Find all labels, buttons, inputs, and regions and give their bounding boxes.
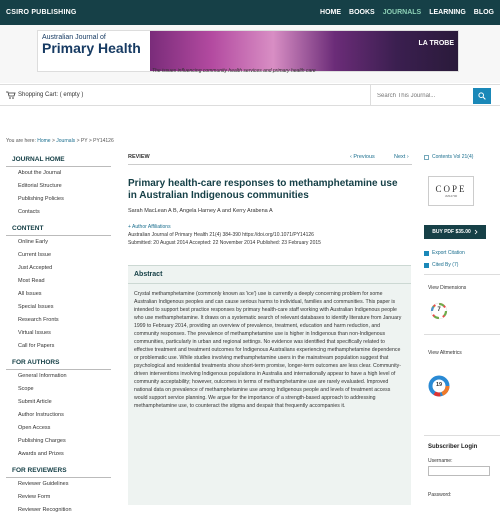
breadcrumb-home[interactable]: Home [37, 138, 51, 144]
author-affiliations-toggle[interactable]: + Author Affiliations [128, 224, 171, 230]
abstract-heading: Abstract [128, 266, 411, 284]
sidebar-item[interactable]: Reviewer Guidelines [18, 481, 69, 487]
chevron-right-icon [474, 229, 478, 235]
abstract-text: Crystal methamphetamine (commonly known as 'ice') use is currently a deeply concerning problem for some Australian Indigenous peoples and can cause serious harms to individual, families and communities. This paper is intended to support best practice responses by primary health-care staff working with Australian Indigenous people who use methamphetamine. It draws on a systematic search of relevant databases to identify literature from January 1999 to February 2014, providing an overview of prevalence, treatment, education and harm reduction, and community responses. The prevalence of methamphetamine use is higher in Indigenous than non-Indigenous communities, particularly in urban and regional settings. No evidence was identified that specifically related to effective treatment and treatment outcomes for Indigenous Australians experiencing methamphetamine dependence or problematic use. While studies involving methamphetamine users in the mainstream population suggest that psychological and residential treatments show short-term promise, longer-term outcomes are less clear. Community-driven interventions involving Indigenous populations in Australia and internationally appear to have a high level of community acceptability; however, outcomes in terms of methamphetamine use are rarely evaluated. Improved national data on prevalence of methamphetamine use among Indigenous people and levels of treatment access would support service planning. We argue for the importance of a strength-based approach to addressing methamphetamine use, to counteract the stigma and despair that frequently accompanies it. [134, 291, 402, 409]
sidebar [6, 150, 111, 517]
username-label: Username: [428, 458, 453, 464]
sidebar-item[interactable]: General Information [18, 373, 67, 379]
next-label: Next [394, 154, 406, 160]
sidebar-item[interactable]: Editorial Structure [18, 183, 62, 189]
breadcrumb [6, 138, 114, 144]
sidebar-item[interactable]: Call for Papers [18, 343, 55, 349]
nav-blog[interactable]: BLOG [473, 9, 494, 16]
banner-image[interactable] [37, 30, 459, 72]
username-input[interactable] [428, 466, 490, 476]
altmetric-donut[interactable] [428, 375, 450, 397]
sidebar-item[interactable]: Most Read [18, 278, 45, 284]
sidebar-heading-for-reviewers[interactable]: FOR REVIEWERS [6, 464, 111, 478]
buy-pdf-button[interactable] [424, 225, 486, 239]
journal-title-line2: Primary Health [42, 40, 141, 56]
altmetric-score: 19 [435, 382, 443, 388]
buy-pdf-label: BUY PDF $35.00 [432, 229, 471, 235]
top-navbar [0, 0, 500, 25]
partner-logo: LA TROBE [418, 40, 454, 47]
cope-subtext: JM12700 [444, 194, 458, 198]
article-title: Primary health-care responses to methamphetamine use in Australian Indigenous communities [128, 178, 398, 201]
sidebar-item[interactable]: Submit Article [18, 399, 52, 405]
sidebar-item[interactable]: Virtual Issues [18, 330, 51, 336]
sidebar-item[interactable]: Research Fronts [18, 317, 59, 323]
view-altmetrics-label[interactable]: View Altmetrics [428, 350, 462, 356]
breadcrumb-rest: > PY > PY14126 [75, 138, 114, 144]
view-dimensions-label[interactable]: View Dimensions [428, 285, 467, 291]
journal-tagline: The issues influencing community health services and primary health care [152, 68, 316, 74]
sidebar-item[interactable]: Current Issue [18, 252, 52, 258]
previous-link[interactable]: ‹ Previous [350, 154, 375, 160]
password-label: Password: [428, 492, 452, 498]
cart-icon [6, 91, 15, 99]
next-link[interactable]: Next › [394, 154, 409, 160]
article-citation: Australian Journal of Primary Health 21(4) 384-390 https://doi.org/10.1071/PY14126 [128, 232, 314, 238]
export-icon [424, 251, 429, 256]
sidebar-heading-journal-home[interactable]: JOURNAL HOME [6, 153, 111, 167]
contents-link[interactable] [424, 154, 473, 160]
divider [128, 164, 412, 165]
export-citation-label: Export Citation [432, 250, 465, 256]
nav-learning[interactable]: LEARNING [429, 9, 466, 16]
dimensions-badge[interactable] [430, 302, 448, 320]
previous-label: Previous [353, 154, 375, 160]
sidebar-item[interactable]: Review Form [18, 494, 51, 500]
search-box [370, 85, 498, 106]
subscriber-login-heading: Subscriber Login [428, 444, 478, 450]
cited-by-link[interactable] [424, 262, 458, 268]
export-citation-link[interactable] [424, 250, 465, 256]
article-dates: Submitted: 20 August 2014 Accepted: 22 November 2014 Published: 23 February 2015 [128, 240, 321, 246]
cope-logo-text: COPE [435, 184, 467, 194]
sidebar-item[interactable]: About the Journal [18, 170, 62, 176]
cart-label: Shopping Cart: ( empty ) [18, 92, 84, 98]
nav-journals[interactable]: JOURNALS [382, 9, 422, 16]
divider [424, 334, 500, 335]
contents-icon [424, 155, 429, 160]
sidebar-item[interactable]: Contacts [18, 209, 40, 215]
article-section-label: REVIEW [128, 154, 150, 160]
cited-by-label: Cited By (7) [432, 262, 459, 268]
sidebar-item[interactable]: Author Instructions [18, 412, 64, 418]
journal-title [38, 31, 150, 71]
search-icon [478, 92, 486, 100]
journal-title-line1: Australian Journal of [42, 34, 106, 41]
search-button[interactable] [473, 88, 491, 104]
cited-by-icon [424, 263, 429, 268]
journal-banner [0, 25, 500, 83]
contents-label: Contents Vol 21(4) [432, 154, 474, 160]
sidebar-item[interactable]: All Issues [18, 291, 42, 297]
sidebar-item[interactable]: Publishing Charges [18, 438, 66, 444]
sidebar-item[interactable]: Reviewer Recognition [18, 507, 72, 513]
sidebar-item[interactable]: Online Early [18, 239, 48, 245]
abstract-box [128, 265, 411, 505]
search-input[interactable] [371, 93, 467, 99]
cope-badge[interactable] [428, 176, 474, 206]
shopping-cart[interactable] [0, 91, 83, 99]
banner-artwork [150, 31, 458, 71]
sidebar-item[interactable]: Just Accepted [18, 265, 53, 271]
breadcrumb-journals[interactable]: Journals [56, 138, 76, 144]
nav-books[interactable]: BOOKS [349, 9, 375, 16]
sidebar-item[interactable]: Publishing Policies [18, 196, 64, 202]
breadcrumb-prefix: You are here: [6, 138, 36, 144]
utility-bar [0, 84, 500, 106]
publisher-brand[interactable]: CSIRO PUBLISHING [6, 9, 77, 16]
nav-home[interactable]: HOME [320, 9, 342, 16]
sidebar-item[interactable]: Scope [18, 386, 34, 392]
sidebar-item[interactable]: Special Issues [18, 304, 54, 310]
sidebar-heading-content[interactable]: CONTENT [6, 222, 111, 236]
divider [424, 435, 500, 436]
main-nav [320, 9, 494, 16]
article-authors[interactable]: Sarah MacLean A B, Angela Harney A and Kerry Arabena A [128, 208, 273, 214]
sidebar-item[interactable]: Awards and Prizes [18, 451, 64, 457]
breadcrumb-separator: > [50, 138, 57, 144]
sidebar-item[interactable]: Open Access [18, 425, 51, 431]
dimensions-count: 7 [437, 307, 441, 313]
sidebar-heading-for-authors[interactable]: FOR AUTHORS [6, 356, 111, 370]
divider [424, 274, 500, 275]
